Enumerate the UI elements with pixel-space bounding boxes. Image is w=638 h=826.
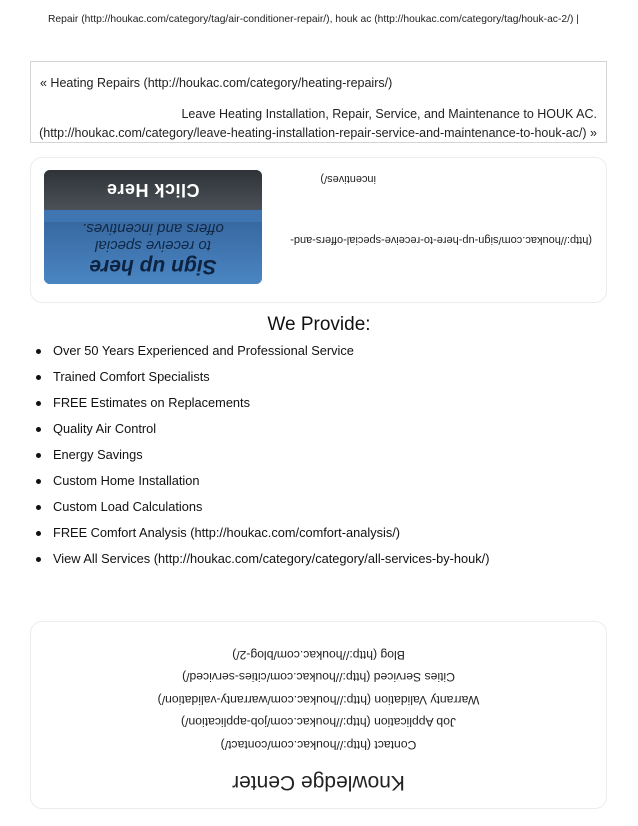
- we-provide-heading: We Provide:: [267, 314, 371, 335]
- list-item: Custom Load Calculations: [34, 497, 489, 523]
- list-item: Over 50 Years Experienced and Professional Service: [34, 341, 489, 367]
- banner-line-1: to receive special: [95, 237, 211, 254]
- tag-line: Repair (http://houkac.com/category/tag/air-conditioner-repair/), houk ac (http://houkac.com/category/tag/houk-ac-2/) |: [48, 14, 579, 25]
- all-services-link[interactable]: View All Services (http://houkac.com/category/category/all-services-by-houk/): [34, 549, 489, 575]
- list-item: Energy Savings: [34, 445, 489, 471]
- list-item: FREE Estimates on Replacements: [34, 393, 489, 419]
- warranty-validation-link[interactable]: Warranty Validation (http://houkac.com/warranty-validation/): [157, 693, 480, 707]
- signup-promo-content: [31, 158, 606, 302]
- we-provide-list: [34, 341, 489, 575]
- signup-url-part1[interactable]: (http://houkac.com/sign-up-here-to-receive-special-offers-and-: [290, 234, 592, 246]
- post-navigation: [30, 61, 607, 143]
- banner-title: Sign up here: [89, 255, 217, 278]
- next-post-url: (http://houkac.com/category/leave-heating-installation-repair-service-and-maintenance-to-houk-ac/) »: [39, 126, 597, 140]
- banner-line-2: offers and incentives.: [82, 220, 224, 237]
- job-application-link[interactable]: Job Application (http://houkac.com/job-application/): [180, 715, 457, 730]
- banner-text-area: [44, 222, 262, 284]
- knowledge-center-links: [31, 642, 606, 755]
- list-item: Quality Air Control: [34, 419, 489, 445]
- signup-banner[interactable]: [44, 170, 262, 284]
- previous-post-link[interactable]: « Heating Repairs (http://houkac.com/category/heating-repairs/): [40, 76, 393, 90]
- knowledge-center-content: [31, 622, 606, 808]
- signup-url-part2[interactable]: incentives/): [320, 173, 376, 185]
- signup-promo-card: [30, 157, 607, 303]
- next-post-link[interactable]: [39, 105, 597, 143]
- list-item: Custom Home Installation: [34, 471, 489, 497]
- comfort-analysis-link[interactable]: FREE Comfort Analysis (http://houkac.com/comfort-analysis/): [34, 523, 489, 549]
- list-item: Trained Comfort Specialists: [34, 367, 489, 393]
- contact-link[interactable]: Contact (http://houkac.com/contact/): [220, 738, 417, 752]
- knowledge-center-title: Knowledge Center: [232, 771, 405, 794]
- cities-serviced-link[interactable]: Cities Serviced (http://houkac.com/cities-serviced/): [182, 670, 455, 685]
- click-here-button[interactable]: Click Here: [44, 170, 262, 210]
- knowledge-center-card: [30, 621, 607, 809]
- next-post-title: Leave Heating Installation, Repair, Service, and Maintenance to HOUK AC.: [181, 107, 597, 121]
- blog-link[interactable]: Blog (http://houkac.com/blog-2/): [232, 648, 405, 662]
